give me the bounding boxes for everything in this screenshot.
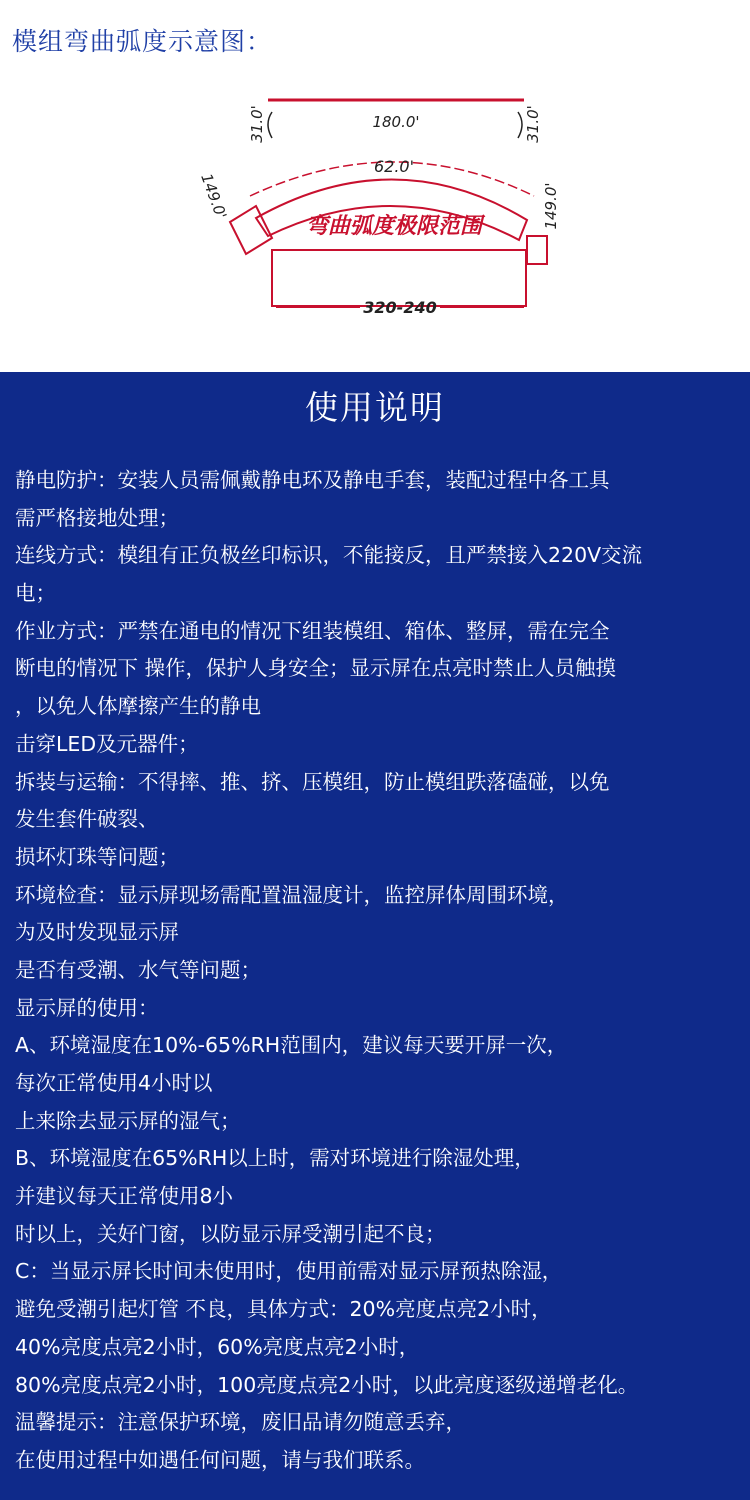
right-side-angle-label: 149.0'	[542, 182, 560, 230]
instruction-line: 避免受潮引起灯管 不良，具体方式：20%亮度点亮2小时，	[15, 1297, 552, 1322]
instruction-line: 击穿LED及元器件；	[15, 731, 199, 756]
left-small-angle-label: 31.0'	[248, 105, 266, 143]
instructions-title: 使用说明	[305, 388, 445, 427]
instruction-line: 40%亮度点亮2小时，60%亮度点亮2小时，	[15, 1334, 420, 1359]
instruction-line: 拆装与运输：不得摔、推、挤、压模组，防止模组跌落磕碰，以免	[15, 769, 610, 794]
instruction-line: ，以免人体摩擦产生的静电	[15, 694, 261, 719]
bottom-range-label: 320-240	[363, 298, 437, 317]
right-end-block	[527, 236, 547, 264]
instruction-line: 时以上，关好门窗，以防显示屏受潮引起不良；	[15, 1221, 446, 1246]
left-side-angle-label: 149.0'	[197, 171, 231, 222]
instruction-line: B、环境湿度在65%RH以上时，需对环境进行除湿处理，	[15, 1146, 535, 1171]
bend-arc-diagram	[0, 0, 750, 372]
instruction-line: 为及时发现显示屏	[15, 920, 179, 945]
top-angle-label: 180.0'	[372, 113, 420, 131]
right-small-angle-label: 31.0'	[524, 105, 542, 143]
instruction-line: 并建议每天正常使用8小	[15, 1184, 234, 1209]
diagram-section	[0, 0, 750, 372]
instruction-line: 损坏灯珠等问题；	[15, 844, 179, 869]
instruction-line: 作业方式：严禁在通电的情况下组装模组、箱体、整屏，需在完全	[15, 618, 610, 643]
instructions-body	[15, 462, 740, 1480]
instruction-line: 显示屏的使用：	[15, 995, 159, 1020]
bend-range-banner: 弯曲弧度极限范围	[305, 213, 483, 239]
instruction-line: 环境检查：显示屏现场需配置温湿度计，监控屏体周围环境，	[15, 882, 569, 907]
instruction-line: 每次正常使用4小时以	[15, 1071, 213, 1095]
instruction-line: 80%亮度点亮2小时，100亮度点亮2小时，以此亮度逐级递增老化。	[15, 1372, 639, 1397]
instruction-line: 需严格接地处理；	[15, 505, 179, 530]
instruction-line: 发生套件破裂、	[15, 807, 159, 832]
instruction-line: 是否有受潮、水气等问题；	[15, 957, 261, 982]
instruction-line: 静电防护：安装人员需佩戴静电环及静电手套，装配过程中各工具	[15, 468, 610, 492]
instruction-line: 在使用过程中如遇任何问题，请与我们联系。	[15, 1447, 425, 1472]
arc-angle-label: 62.0'	[373, 157, 415, 176]
instructions-section	[0, 372, 750, 1500]
instruction-line: C：当显示屏长时间未使用时，使用前需对显示屏预热除湿，	[15, 1259, 563, 1284]
left-bracket	[268, 112, 272, 138]
instruction-line: A、环境湿度在10%-65%RH范围内，建议每天要开屏一次，	[15, 1033, 568, 1058]
instruction-line: 断电的情况下 操作，保护人身安全；显示屏在点亮时禁止人员触摸	[15, 656, 617, 681]
instruction-line: 连线方式：模组有正负极丝印标识，不能接反，且严禁接入220V交流	[15, 543, 643, 568]
instruction-line: 上来除去显示屏的湿气；	[15, 1108, 241, 1133]
instruction-line: 电；	[15, 581, 56, 606]
diagram-title: 模组弯曲弧度示意图：	[12, 27, 273, 56]
right-bracket	[518, 112, 522, 138]
instruction-line: 温馨提示：注意保护环境，废旧品请勿随意丢弃，	[15, 1410, 466, 1435]
